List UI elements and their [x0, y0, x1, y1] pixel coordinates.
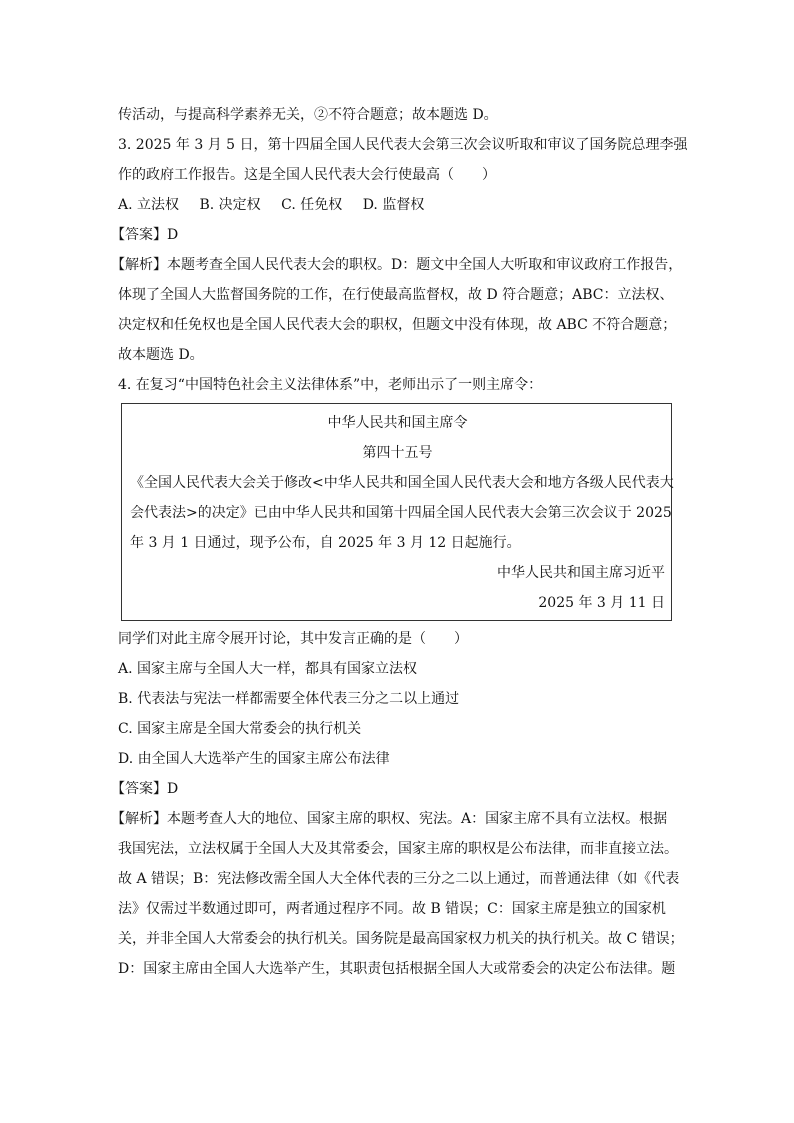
- order-body-line: 会代表法>的决定》已由中华人民共和国第十四届全国人民代表大会第三次会议于 2025: [130, 505, 672, 521]
- presidential-order-box: [121, 403, 672, 621]
- q4-answer: 【答案】D: [111, 781, 179, 797]
- order-number: 第四十五号: [362, 445, 433, 461]
- order-date: 2025 年 3 月 11 日: [538, 595, 665, 611]
- question-3-stem: 3. 2025 年 3 月 5 日，第十四届全国人民代表大会第三次会议听取和审议了国务院总理李强: [118, 137, 688, 153]
- q3-analysis-line: 体现了全国人大监督国务院的工作，在行使最高监督权，故 D 符合题意；ABC：立法权、: [118, 287, 674, 303]
- q4-analysis-line: 【解析】本题考查人大的地位、国家主席的职权、宪法。A：国家主席不具有立法权。根据: [111, 811, 668, 827]
- q4-option-b: B. 代表法与宪法一样都需要全体代表三分之二以上通过: [118, 691, 460, 707]
- q3-option-d: D. 监督权: [362, 197, 425, 213]
- question-4-stem: 4. 在复习“中国特色社会主义法律体系”中，老师出示了一则主席令：: [118, 377, 543, 393]
- question-4-prompt: 同学们对此主席令展开讨论，其中发言正确的是（ ）: [118, 631, 468, 647]
- q4-option-c: C. 国家主席是全国大常委会的执行机关: [118, 721, 362, 737]
- q3-answer: 【答案】D: [111, 227, 179, 243]
- order-signature: 中华人民共和国主席习近平: [497, 565, 665, 581]
- q4-analysis-line: 法》仅需过半数通过即可，两者通过程序不同。故 B 错误；C：国家主席是独立的国家机: [118, 901, 666, 917]
- order-body-line: 《全国人民代表大会关于修改<中华人民共和国全国人民代表大会和地方各级人民代表大: [130, 475, 674, 491]
- q3-analysis-line: 故本题选 D。: [118, 347, 204, 363]
- q4-analysis-line: D：国家主席由全国人大选举产生，其职责包括根据全国人大或常委会的决定公布法律。题: [118, 961, 676, 977]
- q3-option-a: A. 立法权: [118, 197, 180, 213]
- q4-analysis-line: 关，并非全国人大常委会的执行机关。国务院是最高国家权力机关的执行机关。故 C 错误；: [118, 931, 684, 947]
- q4-analysis-line: 我国宪法，立法权属于全国人大及其常委会，国家主席的职权是公布法律，而非直接立法。: [118, 841, 678, 857]
- q3-analysis-line: 决定权和任免权也是全国人民代表大会的职权，但题文中没有体现，故 ABC 不符合题意；: [118, 317, 677, 333]
- q3-analysis-line: 【解析】本题考查全国人民代表大会的职权。D：题文中全国人大听取和审议政府工作报告，: [111, 257, 683, 273]
- document-page: [111, 100, 688, 984]
- q4-option-d: D. 由全国人大选举产生的国家主席公布法律: [118, 751, 390, 767]
- question-3-stem-cont: 作的政府工作报告。这是全国人民代表大会行使最高（ ）: [118, 167, 496, 183]
- question-3-options: [118, 190, 683, 220]
- q3-option-b: B. 决定权: [199, 197, 261, 213]
- text-line: 传活动，与提高科学素养无关，②不符合题意；故本题选 D。: [118, 107, 498, 123]
- order-title: 中华人民共和国主席令: [327, 415, 468, 431]
- q3-option-c: C. 任免权: [281, 197, 343, 213]
- q4-analysis-line: 故 A 错误；B：宪法修改需全国人大全体代表的三分之二以上通过，而普通法律（如《代表: [118, 871, 680, 887]
- q4-option-a: A. 国家主席与全国人大一样，都具有国家立法权: [118, 661, 418, 677]
- order-body-line: 年 3 月 1 日通过，现予公布，自 2025 年 3 月 12 日起施行。: [130, 535, 521, 551]
